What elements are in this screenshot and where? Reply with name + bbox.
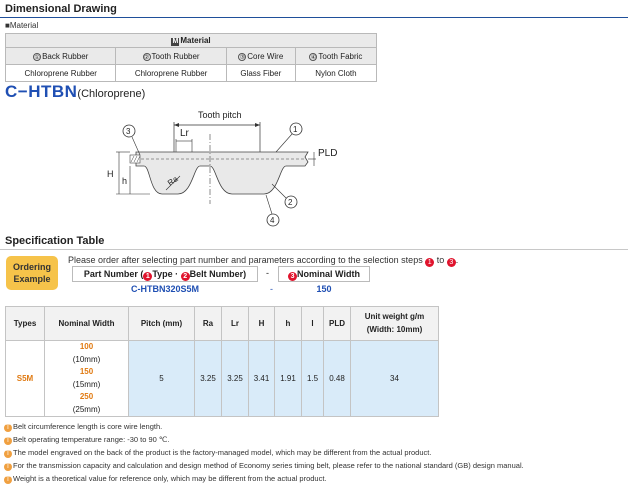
belt-dimensional-drawing (100, 104, 360, 230)
H-value: 3.41 (249, 341, 275, 417)
h-value: 1.91 (275, 341, 302, 417)
notes-list (4, 420, 524, 485)
header-pld: PLD (324, 307, 351, 341)
callout-4-number: 4 (270, 216, 275, 225)
callout-3-number: 3 (126, 127, 131, 136)
material-value: Nylon Cloth (295, 65, 376, 82)
material-col-back-rubber: ① Back Rubber (6, 48, 116, 65)
note-icon: T (4, 476, 12, 484)
step-1-icon: 1 (143, 272, 152, 281)
material-col-core-wire: ③ Core Wire (226, 48, 295, 65)
header-H: H (249, 307, 275, 341)
material-icon: M (172, 37, 179, 45)
section-divider (0, 17, 628, 18)
note-item: T Weight is a theoretical value for reference only, which may be different from the actual product. (4, 472, 524, 485)
note-item: T The model engraved on the back of the product is the factory-managed model, which may be different from the actual product. (4, 446, 524, 459)
material-values-row (6, 65, 377, 82)
type-value: S5M (6, 341, 45, 417)
ra-label: Ra (165, 174, 180, 188)
header-unit-weight: Unit weight g/m (Width: 10mm) (351, 307, 439, 341)
tooth-pitch-label: Tooth pitch (198, 110, 242, 120)
callout-2-number: 2 (288, 198, 293, 207)
h-label: h (122, 176, 128, 186)
callout-4-leader (266, 195, 272, 214)
section-title-dimensional-drawing: Dimensional Drawing (5, 3, 117, 15)
specification-table (5, 306, 439, 417)
header-l: l (302, 307, 324, 341)
lr-label: Lr (180, 128, 189, 139)
note-item: T Belt operating temperature range: -30 to 90 ℃. (4, 433, 524, 446)
ra-value: 3.25 (195, 341, 222, 417)
nominal-width-header: 3 Nominal Width (278, 266, 370, 282)
note-icon: T (4, 450, 12, 458)
note-item: T For the transmission capacity and calculation and design method of Economy series timing belt, please refer to the national standard (GB) design manual. (4, 459, 524, 472)
material-value: Chloroprene Rubber (116, 65, 226, 82)
part-number-header: Part Number ( 1 Type · 2 Belt Number) (72, 266, 258, 282)
ordering-example-badge: Ordering Example (6, 256, 58, 290)
pitch-value: 5 (129, 341, 195, 417)
spec-row (6, 341, 439, 417)
header-lr: Lr (222, 307, 249, 341)
section-divider (0, 249, 628, 250)
pld-value: 0.48 (324, 341, 351, 417)
header-h: h (275, 307, 302, 341)
note-icon: T (4, 463, 12, 471)
nominal-width-list: 100 (10mm) 150 (15mm) 250 (25mm) (45, 341, 129, 417)
spec-header-row (6, 307, 439, 341)
material-table (5, 33, 377, 82)
header-ra: Ra (195, 307, 222, 341)
callout-2-leader (272, 184, 286, 198)
note-item: T Belt circumference length is core wire length. (4, 420, 524, 433)
note-icon: T (4, 424, 12, 432)
material-columns-row (6, 48, 377, 65)
step-3-icon: 3 (447, 258, 456, 267)
material-value: Chloroprene Rubber (6, 65, 116, 82)
unit-weight-value: 34 (351, 341, 439, 417)
callout-1-number: 1 (293, 125, 298, 134)
step-1-icon: 1 (425, 258, 434, 267)
product-material: (Chloroprene) (77, 88, 146, 100)
belt-body (136, 152, 308, 194)
note-icon: T (4, 437, 12, 445)
material-value: Glass Fiber (226, 65, 295, 82)
product-title (5, 82, 145, 102)
separator: - (270, 284, 273, 294)
material-header: M Material (6, 34, 377, 48)
material-note: ■Material (5, 21, 39, 30)
part-number-value: C-HTBN320S5M (130, 284, 199, 294)
separator: - (266, 268, 269, 278)
callout-1-leader (276, 134, 292, 152)
material-col-tooth-fabric: ④ Tooth Fabric (295, 48, 376, 65)
l-value: 1.5 (302, 341, 324, 417)
section-title-specification-table: Specification Table (5, 235, 105, 247)
header-types: Types (6, 307, 45, 341)
ordering-instruction: Please order after selecting part number and parameters according to the selection steps 1 to 3 . (68, 255, 459, 266)
pld-label: PLD (318, 148, 338, 159)
H-label: H (107, 169, 114, 179)
lr-value: 3.25 (222, 341, 249, 417)
header-pitch: Pitch (mm) (129, 307, 195, 341)
material-col-tooth-rubber: ② Tooth Rubber (116, 48, 226, 65)
step-2-icon: 2 (181, 272, 190, 281)
step-3-icon: 3 (288, 272, 297, 281)
product-code: C−HTBN (5, 82, 78, 101)
nominal-width-value: 150 (316, 284, 332, 294)
header-nominal-width: Nominal Width (45, 307, 129, 341)
